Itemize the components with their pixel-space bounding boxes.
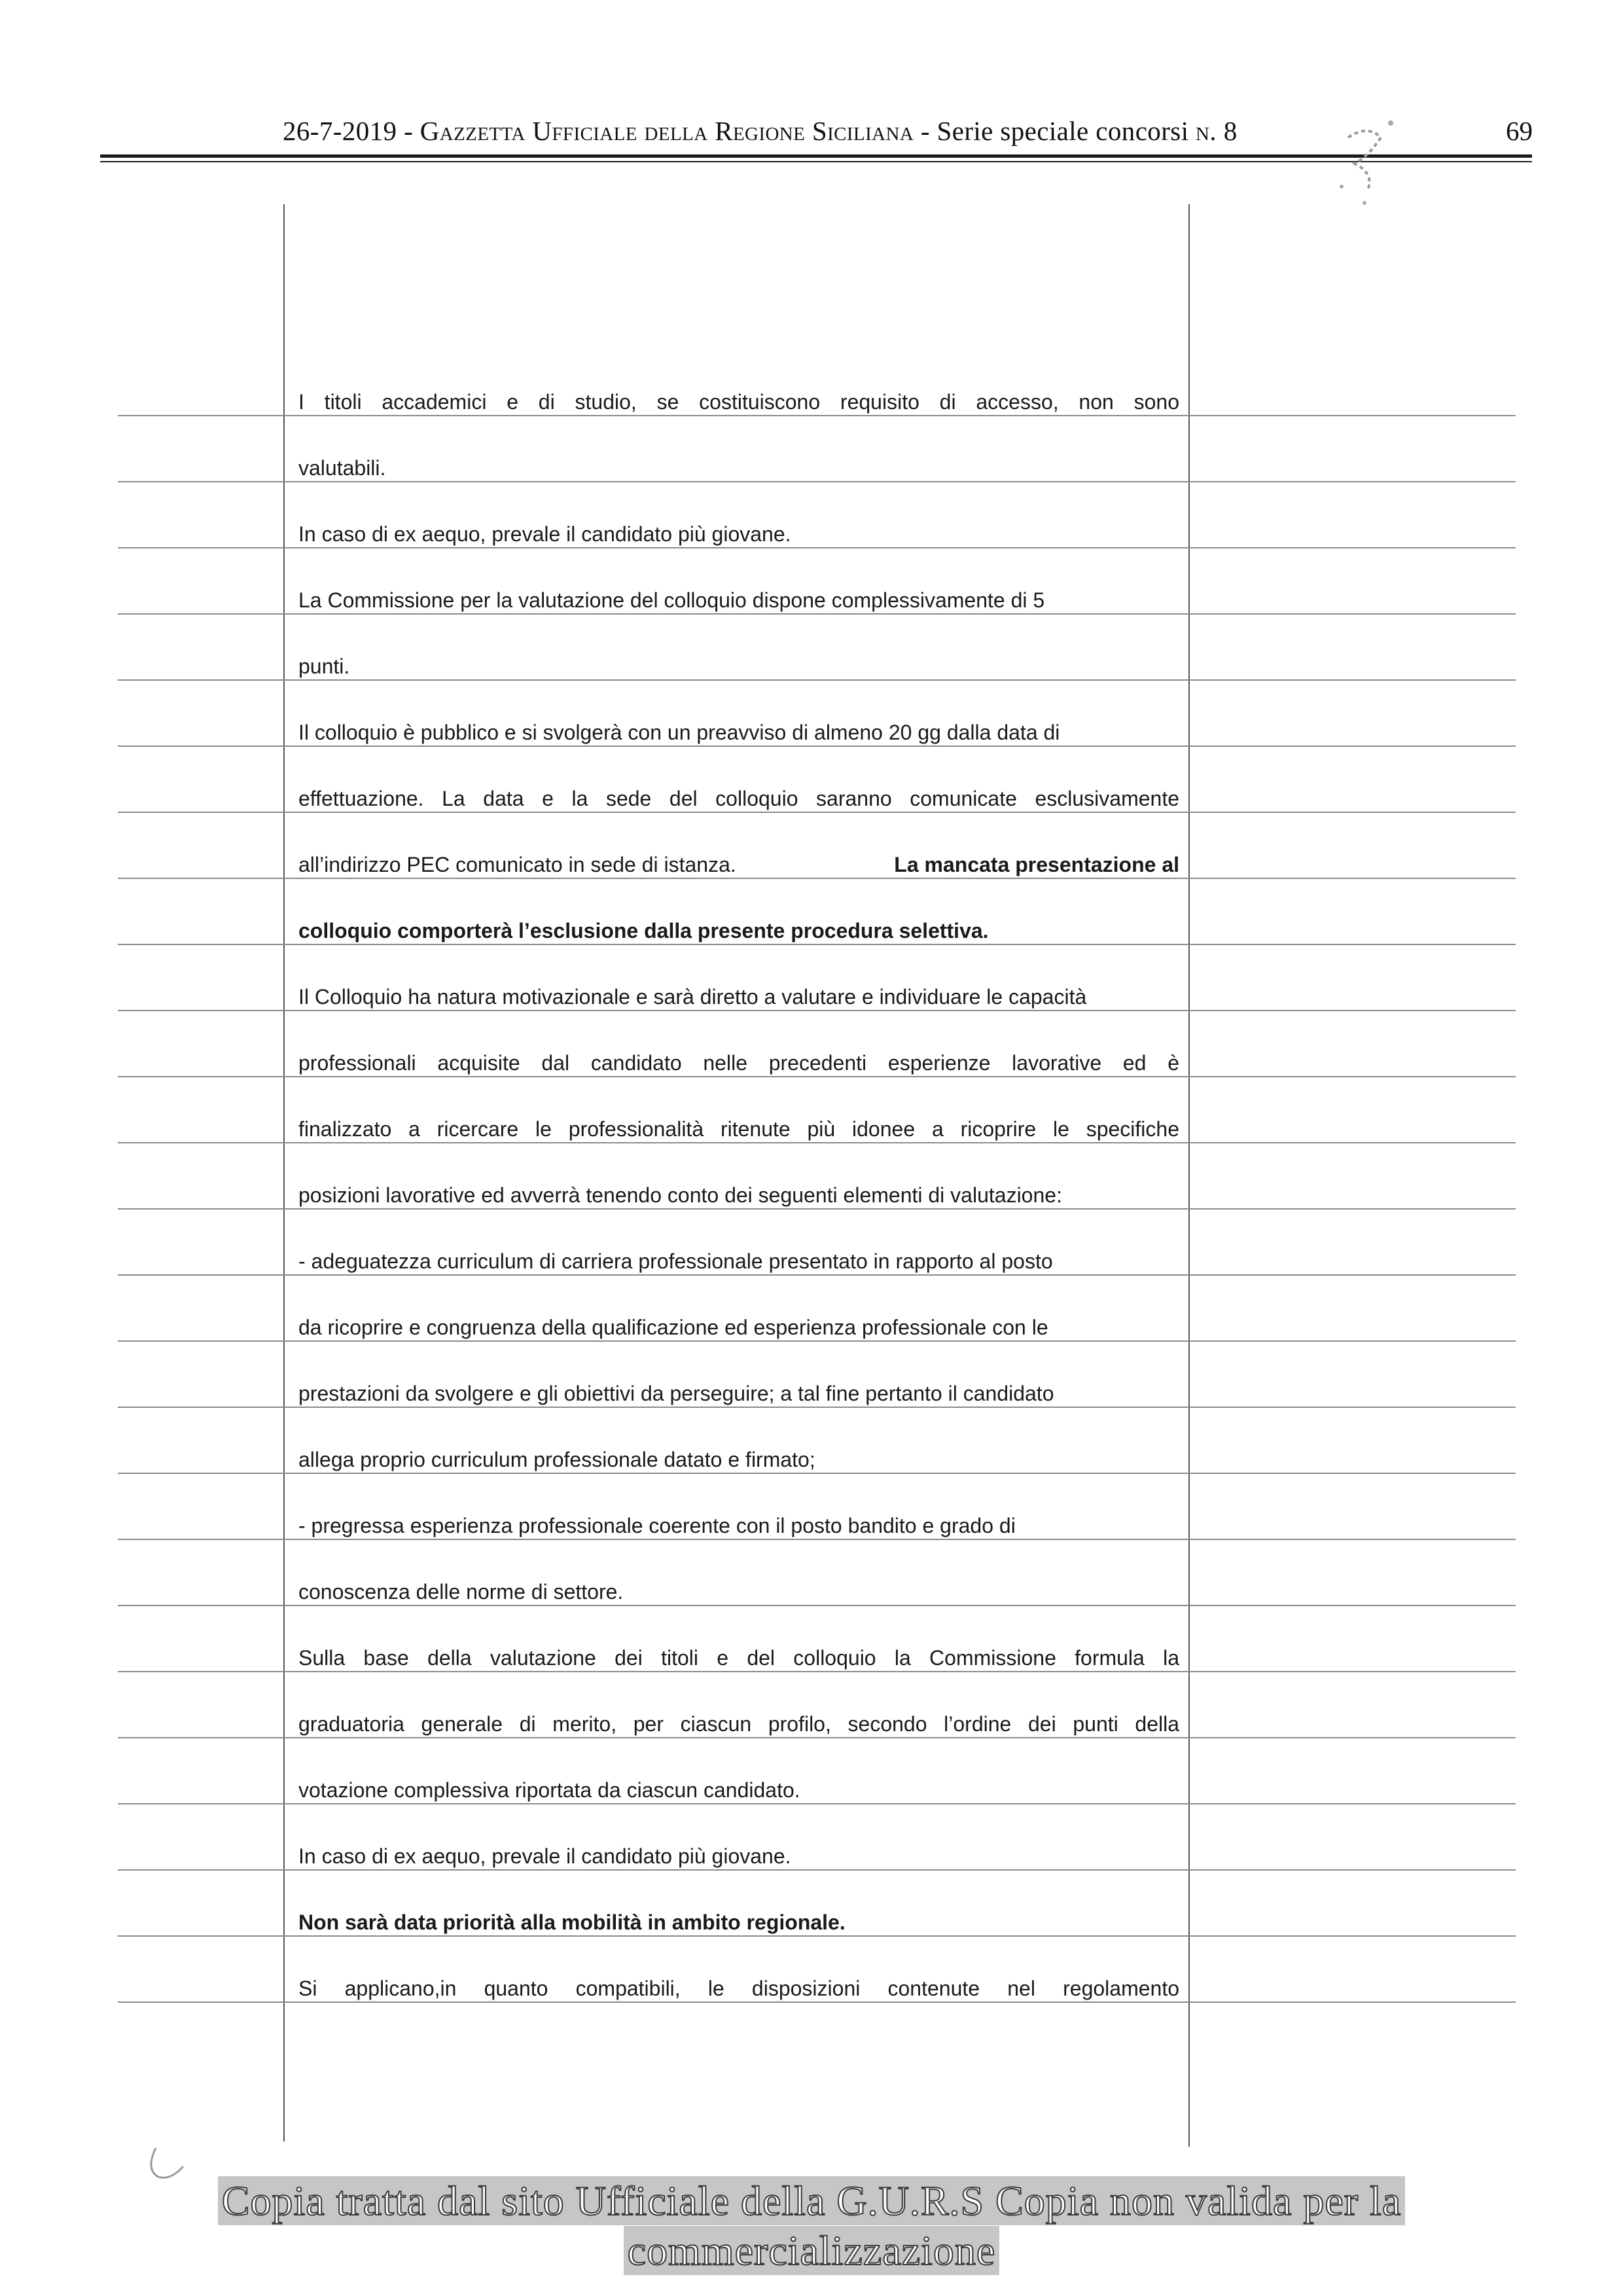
- body-line: graduatoria generale di merito, per ciascun profilo, secondo l’ordine dei punti della: [298, 1712, 1179, 1736]
- body-line: Si applicano,in quanto compatibili, le disposizioni contenute nel regolamento: [298, 1977, 1179, 2000]
- publication-title: Gazzetta Ufficiale della Regione Siciliana: [419, 116, 914, 146]
- body-line: votazione complessiva riportata da ciascun candidato.: [298, 1778, 800, 1802]
- watermark-text: commercializzazione: [624, 2226, 1000, 2275]
- body-line: Sulla base della valutazione dei titoli e del colloquio la Commissione formula la: [298, 1646, 1179, 1670]
- body-line: da ricoprire e congruenza della qualificazione ed esperienza professionale con le: [298, 1316, 1048, 1339]
- scan-mark-icon: [1329, 111, 1400, 209]
- header-separator: -: [397, 116, 420, 146]
- body-line: finalizzato a ricercare le professionalità ritenute più idonee a ricoprire le specifiche: [298, 1117, 1179, 1141]
- issue-number: n. 8: [1188, 116, 1238, 146]
- body-line: conoscenza delle norme di settore.: [298, 1580, 624, 1604]
- page-header: [283, 115, 1356, 147]
- header-rule-thin: [100, 161, 1532, 162]
- body-line: allega proprio curriculum professionale datato e firmato;: [298, 1448, 815, 1471]
- body-line: Il colloquio è pubblico e si svolgerà con un preavviso di almeno 20 gg dalla data di: [298, 721, 1060, 744]
- header-separator: -: [914, 116, 937, 146]
- body-line: In caso di ex aequo, prevale il candidato più giovane.: [298, 1844, 791, 1868]
- watermark-text: Copia tratta dal sito Ufficiale della G.U.R.S Copia non valida per la: [218, 2176, 1406, 2225]
- column-right-border: [1188, 204, 1190, 2147]
- body-line: professionali acquisite dal candidato nelle precedenti esperienze lavorative ed è: [298, 1051, 1179, 1075]
- body-line-bold: colloquio comporterà l’esclusione dalla presente procedura selettiva.: [298, 919, 989, 942]
- body-line: La Commissione per la valutazione del colloquio dispone complessivamente di 5: [298, 588, 1045, 612]
- body-line: punti.: [298, 655, 350, 678]
- watermark-line: [0, 2177, 1623, 2225]
- body-line: Il Colloquio ha natura motivazionale e sarà diretto a valutare e individuare le capacità: [298, 985, 1087, 1009]
- body-line-mixed: [298, 850, 1179, 879]
- body-line: I titoli accademici e di studio, se costituiscono requisito di accesso, non sono: [298, 390, 1179, 414]
- body-line-bold-part: La mancata presentazione al: [894, 853, 1179, 876]
- header-date: 26-7-2019: [283, 116, 397, 146]
- column-left-border: [283, 204, 285, 2142]
- header-rule-thick: [100, 154, 1532, 158]
- body-line: effettuazione. La data e la sede del colloquio saranno comunicate esclusivamente: [298, 787, 1179, 810]
- body-line: prestazioni da svolgere e gli obiettivi da perseguire; a tal fine pertanto il candidato: [298, 1382, 1054, 1405]
- body-line: In caso di ex aequo, prevale il candidato più giovane.: [298, 522, 791, 546]
- body-line: posizioni lavorative ed avverrà tenendo conto dei seguenti elementi di valutazione:: [298, 1183, 1062, 1207]
- body-line-part: all’indirizzo PEC comunicato in sede di istanza.: [298, 853, 736, 876]
- watermark-line: [0, 2227, 1623, 2275]
- body-line: - adeguatezza curriculum di carriera professionale presentato in rapporto al posto: [298, 1249, 1053, 1273]
- series-label: Serie speciale concorsi: [936, 116, 1189, 146]
- body-line-bold: Non sarà data priorità alla mobilità in ambito regionale.: [298, 1910, 846, 1934]
- body-line: valutabili.: [298, 456, 386, 480]
- page-number: 69: [1506, 116, 1533, 146]
- body-line: - pregressa esperienza professionale coerente con il posto bandito e grado di: [298, 1514, 1016, 1537]
